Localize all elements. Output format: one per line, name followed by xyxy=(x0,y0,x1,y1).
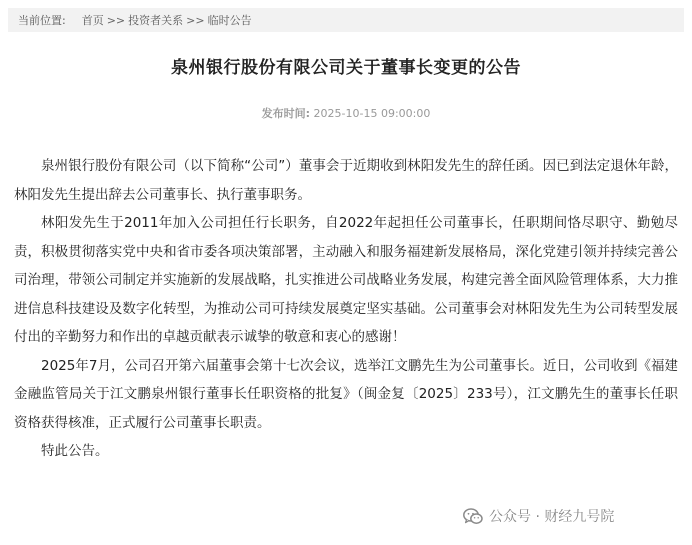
breadcrumb-link-announcements[interactable]: 临时公告 xyxy=(207,14,252,27)
breadcrumb-prefix: 当前位置: xyxy=(18,14,66,27)
breadcrumb-separator: >> xyxy=(186,13,205,27)
publish-time-label: 发布时间: xyxy=(261,107,311,120)
article-paragraph: 2025年7月，公司召开第六届董事会第十七次会议，选举江文鹏先生为公司董事长。近日，公司收到《福建金融监管局关于江文鹏泉州银行董事长任职资格的批复》（闽金复〔2025〕233号），江文鹏先生的董事长任职资格获得核准，正式履行公司董事长职责。 xyxy=(14,357,678,431)
article-paragraph: 特此公告。 xyxy=(41,443,109,459)
page-title: 泉州银行股份有限公司关于董事长变更的公告 xyxy=(171,58,521,78)
breadcrumb-link-investor-relations[interactable]: 投资者关系 xyxy=(128,14,184,27)
watermark-text: 公众号 · 财经九号院 xyxy=(489,509,615,525)
wechat-icon xyxy=(463,508,483,525)
publish-time xyxy=(0,105,692,121)
breadcrumb-separator: >> xyxy=(106,13,126,27)
breadcrumb xyxy=(8,8,684,32)
article-body xyxy=(14,152,678,466)
watermark xyxy=(463,506,614,526)
publish-time-value: 2025-10-15 09:00:00 xyxy=(313,107,431,120)
breadcrumb-link-home[interactable]: 首页 xyxy=(81,14,104,27)
article-paragraph: 林阳发先生于2011年加入公司担任行长职务，自2022年起担任公司董事长，任职期间恪尽职守、勤勉尽责，积极贯彻落实党中央和省市委各项决策部署，主动融入和服务福建新发展格局，深化党建引领并持续完善公司治理，带领公司制定并实施新的发展战略，扎实推进公司战略业务发展，构建完善全面风险管理体系，大力推进信息科技建设及数字化转型，为推动公司可持续发展奠定坚实基础。公司董事会对林阳发先生为公司转型发展付出的辛勤努力和作出的卓越贡献表示诚挚的敬意和衷心的感谢！ xyxy=(14,215,678,345)
article-paragraph: 泉州银行股份有限公司（以下简称“公司”）董事会于近期收到林阳发先生的辞任函。因已到法定退休年龄，林阳发先生提出辞去公司董事长、执行董事职务。 xyxy=(14,158,678,203)
